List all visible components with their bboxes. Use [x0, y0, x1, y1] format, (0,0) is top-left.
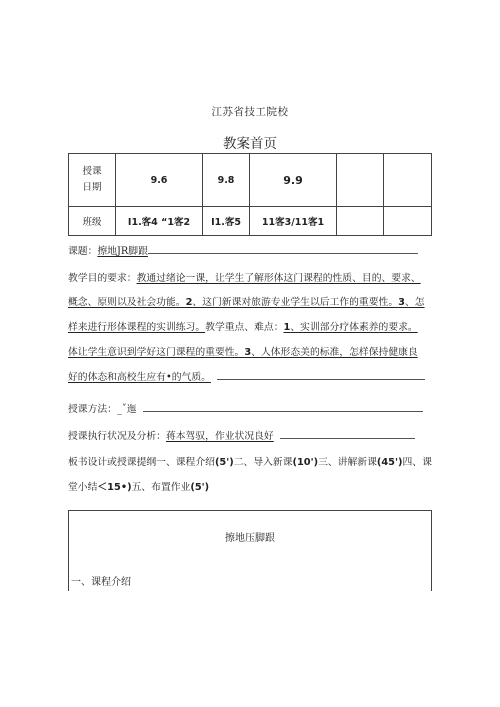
class-cell: 11客3/11客1	[250, 207, 337, 236]
goal-text: 体让学生意识到学好这门课程的重要性。	[68, 347, 245, 358]
class-cell: I1.客4 “1客2	[116, 207, 203, 236]
goal-text: 教通过绪论一课，让学生了解形体这门课程的性质、目的、要求、	[136, 273, 421, 284]
class-cell	[337, 207, 384, 236]
section-heading: 一、课程介绍	[71, 577, 131, 588]
status-value: 蒋本驾驭，作业状况良好	[165, 431, 274, 442]
class-cell: I1.客5	[203, 207, 250, 236]
board-line-1	[68, 456, 432, 470]
date-cell: 9.8	[203, 154, 250, 207]
content-title: 擦地压脚跟	[225, 533, 275, 544]
goal-text: 概念、原则以及社会功能。	[68, 297, 186, 308]
board-text: 二、导入新课	[233, 457, 293, 468]
goal-number: 3	[244, 347, 252, 358]
board-time: (5')	[214, 457, 234, 468]
topic-label: 课题：	[68, 246, 98, 257]
status-underline	[280, 437, 415, 439]
board-text: 堂小结	[68, 482, 98, 493]
goal-text: 样来进行形体课程的实训练习。	[68, 322, 206, 333]
topic-value: 擦地JR脚跟	[97, 246, 148, 257]
status-label: 授课执行状况及分析：	[68, 431, 166, 442]
goal-number: 3	[398, 297, 405, 308]
topic-underline	[148, 252, 418, 254]
content-box	[68, 510, 432, 591]
class-cell	[384, 207, 432, 236]
goal-line-4	[68, 346, 418, 360]
board-text: 三、讲解新课	[318, 457, 377, 468]
board-text: 四、课	[402, 457, 432, 468]
goal-text: 好的体态和高校生应有•的气质。	[68, 372, 211, 383]
goal-line-3	[68, 321, 418, 335]
date-label-bottom: 日期	[82, 182, 102, 193]
school-name: 江苏省技工院校	[211, 106, 289, 118]
goal-text: 、怎	[404, 297, 425, 308]
goal-number: 1	[283, 322, 291, 333]
table-row	[69, 154, 432, 207]
date-cell	[384, 154, 432, 207]
schedule-table	[68, 153, 432, 236]
board-text: 板书设计或授课提纲一、课程介绍	[68, 457, 215, 468]
board-time: (45')	[376, 457, 403, 468]
method-underline	[143, 410, 423, 412]
goal-line-1	[68, 272, 421, 286]
board-time: (10')	[292, 457, 319, 468]
method-value: _ˇ迤	[116, 404, 137, 415]
date-cell	[337, 154, 384, 207]
board-time: ＜15•)	[97, 482, 132, 493]
goal-underline	[217, 378, 425, 380]
topic-line	[68, 245, 418, 259]
date-header-cell	[69, 154, 116, 207]
board-line-2	[68, 481, 209, 495]
status-line	[68, 430, 415, 444]
date-label-top: 授课	[82, 166, 102, 177]
goal-line-5	[68, 371, 425, 385]
page-title: 教案首页	[223, 136, 277, 152]
goal-label: 教学目的要求：	[68, 273, 137, 284]
date-cell: 9.6	[116, 154, 203, 207]
date-cell: 9.9	[250, 154, 337, 207]
goal-line-2	[68, 296, 425, 310]
method-line	[68, 403, 423, 417]
goal-number: 2	[185, 297, 193, 308]
focus-label: 教学重点、难点：	[205, 322, 284, 333]
board-text: 五、布置作业	[131, 482, 191, 493]
board-time: (5')	[190, 482, 210, 493]
goal-text: 、人体形态美的标准，怎样保持健康良	[251, 347, 418, 358]
table-row	[69, 207, 432, 236]
goal-text: 、实训部分疗体素养的要求。	[290, 322, 418, 333]
method-label: 授课方法：	[68, 404, 117, 415]
goal-text: 、这门新课对旅游专业学生以后工作的重要性。	[192, 297, 399, 308]
class-header-cell: 班级	[69, 207, 116, 236]
